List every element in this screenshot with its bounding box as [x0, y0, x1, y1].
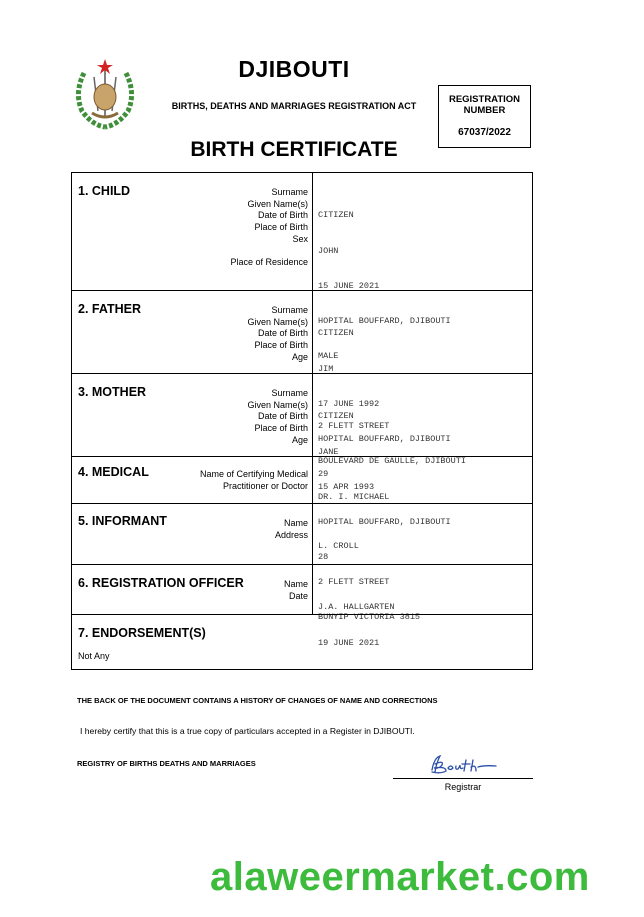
signature-line	[393, 778, 533, 779]
section-title: 1. CHILD	[78, 184, 131, 198]
registration-number-box	[438, 85, 531, 148]
section-title: 4. MEDICAL	[78, 465, 149, 479]
field-values: J.A. HALLGARTEN 19 JUNE 2021	[318, 602, 395, 648]
field-values: CITIZEN JIM 17 JUNE 1992 HOPITAL BOUFFARD, DJIBOUTI 29	[318, 328, 451, 479]
document-title: BIRTH CERTIFICATE	[190, 138, 398, 161]
section-medical	[72, 457, 532, 504]
field-labels: Name of Certifying Medical Practitioner or Doctor	[199, 469, 308, 491]
section-title: 5. INFORMANT	[78, 514, 167, 528]
country-name: DJIBOUTI	[238, 56, 350, 82]
field-values: L. CROLL 2 FLETT STREET BUNYIP VICTORIA 3815	[318, 541, 421, 622]
field-labels: Surname Given Name(s) Date of Birth Place of Birth Age	[247, 305, 308, 362]
section-title: 6. REGISTRATION OFFICER	[78, 576, 244, 590]
registrar-label: Registrar	[444, 782, 482, 792]
endorsement-text: Not Any	[78, 651, 110, 661]
certificate-table	[71, 172, 533, 670]
registration-label: REGISTRATION NUMBER	[448, 94, 521, 116]
field-values: CITIZEN JOHN 15 JUNE 2021 HOPITAL BOUFFARD, DJIBOUTI MALE 2 FLETT STREET BOULEVARD DE GAULLE, DJIBOUTI	[318, 210, 466, 467]
certification-statement: I hereby certify that this is a true copy of particulars accepted in a Register in DJIBOUTI.	[80, 726, 415, 736]
registrar-signature	[426, 752, 501, 776]
registry-name: REGISTRY OF BIRTHS DEATHS AND MARRIAGES	[77, 759, 256, 768]
field-values: DR. I. MICHAEL	[318, 492, 390, 503]
national-emblem-icon	[70, 55, 140, 130]
field-labels: Name Address	[274, 518, 308, 540]
watermark: alaweermarket.com	[210, 855, 590, 899]
back-of-document-note: THE BACK OF THE DOCUMENT CONTAINS A HISTORY OF CHANGES OF NAME AND CORRECTIONS	[77, 696, 438, 705]
registration-act: BIRTHS, DEATHS AND MARRIAGES REGISTRATION ACT	[171, 101, 417, 111]
section-title: 3. MOTHER	[78, 385, 147, 399]
section-title: 2. FATHER	[78, 302, 141, 316]
registration-number: 67037/2022	[458, 127, 511, 138]
field-labels: Surname Given Name(s) Date of Birth Place of Birth Age	[247, 388, 308, 445]
field-values: CITIZEN JANE 15 APR 1993 HOPITAL BOUFFARD, DJIBOUTI 28	[318, 411, 451, 562]
section-endorsement	[72, 615, 532, 669]
section-title: 7. ENDORSEMENT(S)	[78, 626, 206, 640]
field-labels: Name Date	[283, 579, 308, 601]
field-labels: Surname Given Name(s) Date of Birth Place of Birth Sex Place of Residence	[230, 187, 308, 268]
